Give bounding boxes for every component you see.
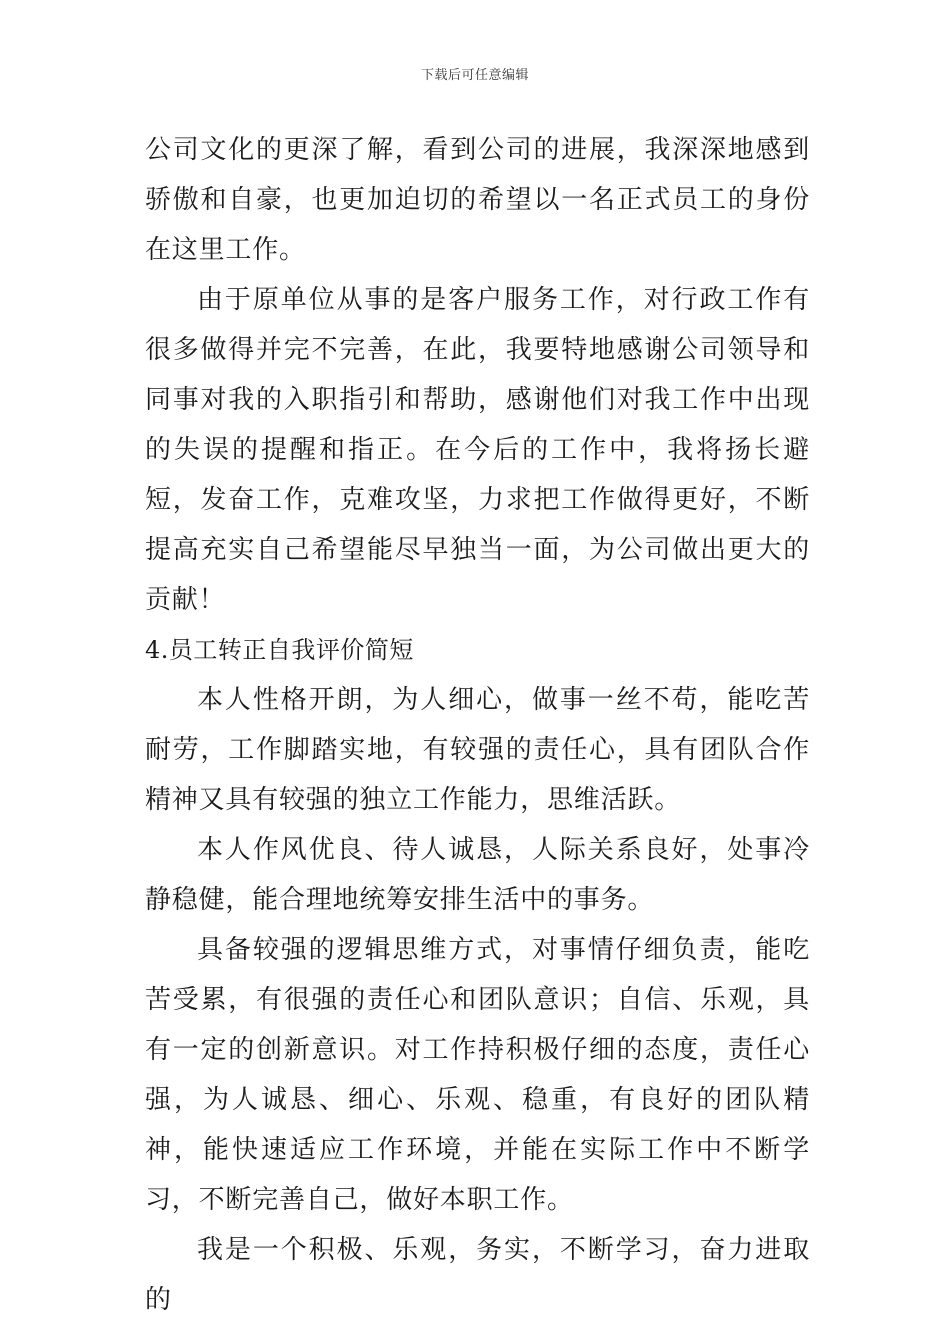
paragraph-continuation: 公司文化的更深了解，看到公司的进展，我深深地感到骄傲和自豪，也更加迫切的希望以一名正式员工的身份在这里工作。 — [145, 135, 810, 265]
section-heading: 4.员工转正自我评价简短 — [145, 636, 414, 664]
paragraph-logic: 具备较强的逻辑思维方式，对事情仔细负责，能吃苦受累，有很强的责任心和团队意识；自信、乐观，具有一定的创新意识。对工作持积极仔细的态度，责任心强，为人诚恳、细心、乐观、稳重，有良好的团队精神，能快速适应工作环境，并能在实际工作中不断学习，不断完善自己，做好本职工作。 — [145, 935, 810, 1215]
paragraph-closing: 我是一个积极、乐观，务实，不断学习，奋力进取的 — [145, 1235, 810, 1315]
page-header-note: 下载后可任意编辑 — [420, 68, 529, 83]
paragraph-style: 本人作风优良、待人诚恳，人际关系良好，处事冷静稳健，能合理地统筹安排生活中的事务。 — [145, 835, 810, 915]
paragraph-thanks: 由于原单位从事的是客户服务工作，对行政工作有很多做得并完不完善，在此，我要特地感谢公司领导和同事对我的入职指引和帮助，感谢他们对我工作中出现的失误的提醒和指正。在今后的工作中，我将扬长避短，发奋工作，克难攻坚，力求把工作做得更好，不断提高充实自己希望能尽早独当一面，为公司做出更大的贡献！ — [145, 285, 810, 615]
paragraph-personality: 本人性格开朗，为人细心，做事一丝不苟，能吃苦耐劳，工作脚踏实地，有较强的责任心，具有团队合作精神又具有较强的独立工作能力，思维活跃。 — [145, 685, 810, 815]
document-body — [145, 125, 810, 1325]
